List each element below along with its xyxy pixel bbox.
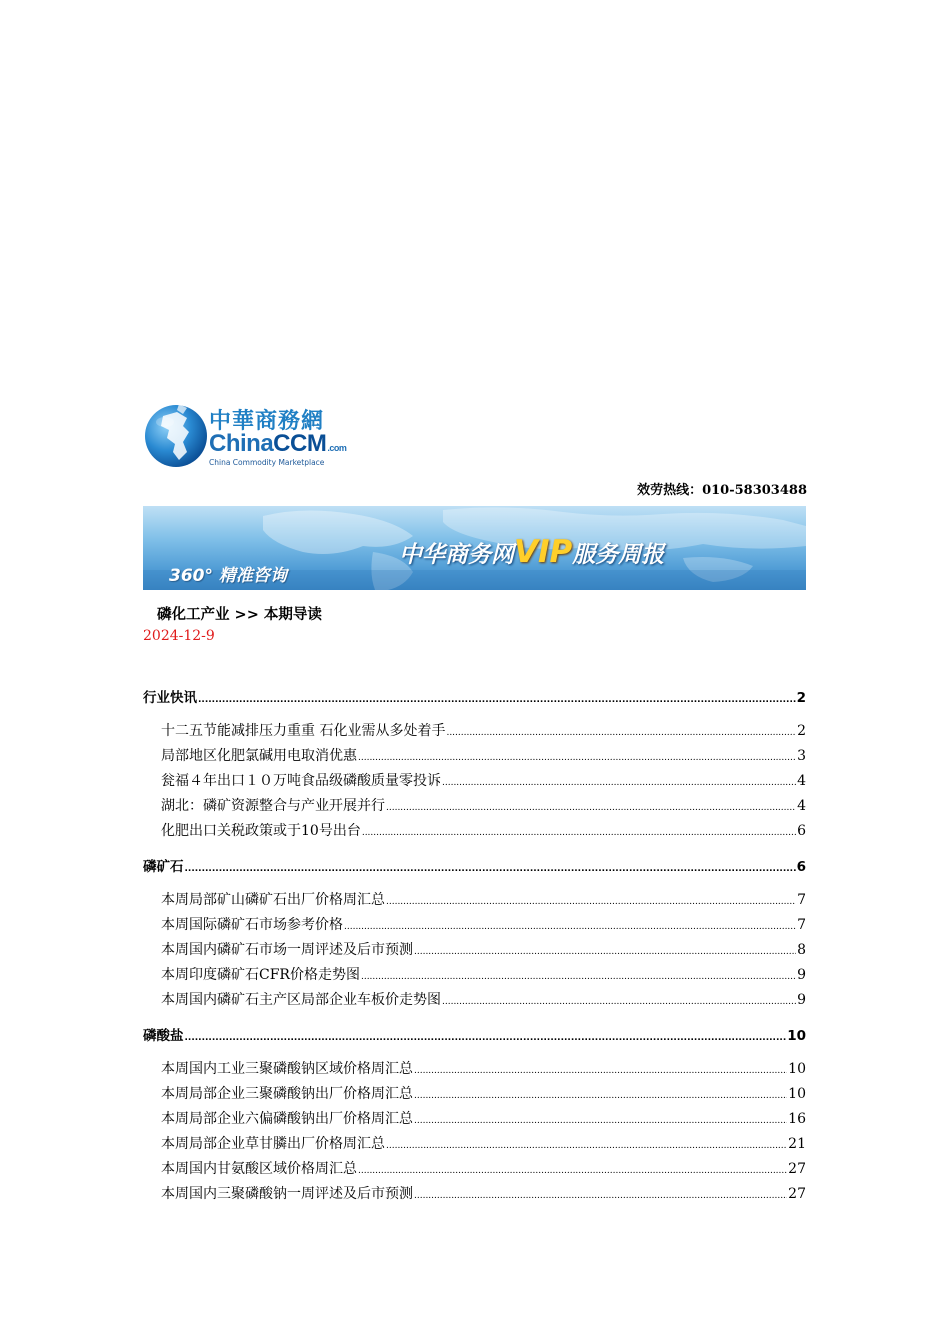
banner-title [399, 534, 664, 570]
toc-entry-title: 本周局部企业三聚磷酸钠出厂价格周汇总 [161, 1086, 413, 1102]
page-heading: 磷化工产业 >> 本期导读 [157, 607, 322, 623]
toc-leader [446, 723, 796, 739]
toc-entry-page: 10 [788, 1086, 806, 1102]
toc-entry[interactable] [161, 889, 806, 909]
toc-entry[interactable] [161, 989, 806, 1009]
toc-entry[interactable] [161, 964, 806, 984]
banner-title-vip: VIP [514, 534, 573, 570]
logo-en-com: .com [327, 443, 347, 453]
toc-entry[interactable] [161, 745, 806, 765]
logo-en-china: China [209, 430, 274, 457]
toc-entry-title: 湖北：磷矿资源整合与产业开展并行 [161, 798, 385, 814]
toc-leader [358, 748, 796, 764]
toc-entry-page: 2 [797, 723, 806, 739]
toc-entry[interactable] [161, 914, 806, 934]
toc-entry-page: 10 [787, 1028, 806, 1044]
toc-leader [386, 1136, 787, 1152]
toc-entry[interactable] [161, 1058, 806, 1078]
toc-entry-page: 7 [797, 917, 806, 933]
logo-name-en [209, 430, 346, 458]
toc-entry-page: 6 [796, 859, 806, 875]
toc-entry[interactable] [161, 720, 806, 740]
service-hotline: 效劳热线：010-58303488 [637, 483, 807, 498]
toc-leader [362, 823, 796, 839]
report-date: 2024-12-9 [143, 628, 215, 644]
toc-entry-title: 本周局部企业六偏磷酸钠出厂价格周汇总 [161, 1111, 413, 1127]
logo-name-cn: 中華商務網 [209, 409, 325, 434]
toc-entry[interactable] [161, 770, 806, 790]
toc-entry-title: 磷矿石 [143, 859, 184, 875]
toc-leader [358, 1161, 787, 1177]
toc-leader [386, 892, 796, 908]
toc-entry[interactable] [161, 795, 806, 815]
toc-entry-page: 6 [797, 823, 806, 839]
toc-entry-title: 本周国内甘氨酸区域价格周汇总 [161, 1161, 357, 1177]
toc-leader [442, 992, 796, 1008]
toc-entry[interactable] [143, 855, 806, 875]
toc-entry[interactable] [161, 1083, 806, 1103]
toc-leader [414, 1086, 787, 1102]
toc-leader [442, 773, 796, 789]
vip-banner [143, 506, 806, 590]
toc-entry-page: 4 [797, 773, 806, 789]
toc-entry-page: 10 [788, 1061, 806, 1077]
toc-entry-title: 磷酸盐 [143, 1028, 184, 1044]
toc-entry-title: 瓮福４年出口１０万吨食品级磷酸质量零投诉 [161, 773, 441, 789]
toc-entry-page: 16 [788, 1111, 806, 1127]
toc-entry-page: 27 [788, 1186, 806, 1202]
toc-leader [386, 798, 796, 814]
toc-leader [344, 917, 796, 933]
toc-leader [198, 690, 796, 706]
toc-entry-title: 化肥出口关税政策或于10号出台 [161, 823, 361, 839]
toc-entry[interactable] [143, 1024, 806, 1044]
toc-entry-title: 本周国内磷矿石主产区局部企业车板价走势图 [161, 992, 441, 1008]
toc-entry[interactable] [161, 1183, 806, 1203]
toc-entry-title: 行业快讯 [143, 690, 197, 706]
toc-entry[interactable] [161, 1158, 806, 1178]
toc-leader [185, 859, 796, 875]
toc-entry-title: 本周局部企业草甘膦出厂价格周汇总 [161, 1136, 385, 1152]
toc-entry-page: 9 [797, 967, 806, 983]
logo-tagline: China Commodity Marketplace [209, 458, 325, 467]
toc-entry[interactable] [143, 686, 806, 706]
logo-en-ccm: CCM [273, 430, 327, 457]
toc-entry-title: 本周国内磷矿石市场一周评述及后市预测 [161, 942, 413, 958]
toc-entry-page: 8 [797, 942, 806, 958]
toc-entry-title: 本周国际磷矿石市场参考价格 [161, 917, 343, 933]
chinaccm-logo [143, 402, 347, 472]
toc-entry-title: 十二五节能减排压力重重 石化业需从多处着手 [161, 723, 446, 739]
toc-entry-page: 4 [797, 798, 806, 814]
globe-icon [143, 402, 209, 468]
banner-slogan: 360° 精准咨询 [169, 566, 287, 586]
toc-leader [414, 1111, 787, 1127]
banner-title-b: 服务周报 [572, 542, 665, 568]
toc-entry-title: 本周印度磷矿石CFR价格走势图 [161, 967, 360, 983]
toc-entry[interactable] [161, 1108, 806, 1128]
toc-entry-title: 本周局部矿山磷矿石出厂价格周汇总 [161, 892, 385, 908]
toc-entry[interactable] [161, 820, 806, 840]
toc-entry-page: 9 [797, 992, 806, 1008]
toc-leader [414, 1061, 787, 1077]
toc-entry[interactable] [161, 939, 806, 959]
toc-entry-page: 21 [788, 1136, 806, 1152]
toc-entry[interactable] [161, 1133, 806, 1153]
toc-leader [414, 942, 796, 958]
toc-entry-title: 本周国内三聚磷酸钠一周评述及后市预测 [161, 1186, 413, 1202]
banner-title-a: 中华商务网 [399, 542, 514, 568]
toc-entry-page: 3 [797, 748, 806, 764]
toc-entry-page: 7 [797, 892, 806, 908]
toc-leader [414, 1186, 787, 1202]
toc-entry-page: 27 [788, 1161, 806, 1177]
toc-entry-title: 局部地区化肥氯碱用电取消优惠 [161, 748, 357, 764]
toc-leader [361, 967, 796, 983]
toc-entry-title: 本周国内工业三聚磷酸钠区域价格周汇总 [161, 1061, 413, 1077]
toc-entry-page: 2 [796, 690, 806, 706]
toc-leader [185, 1028, 787, 1044]
